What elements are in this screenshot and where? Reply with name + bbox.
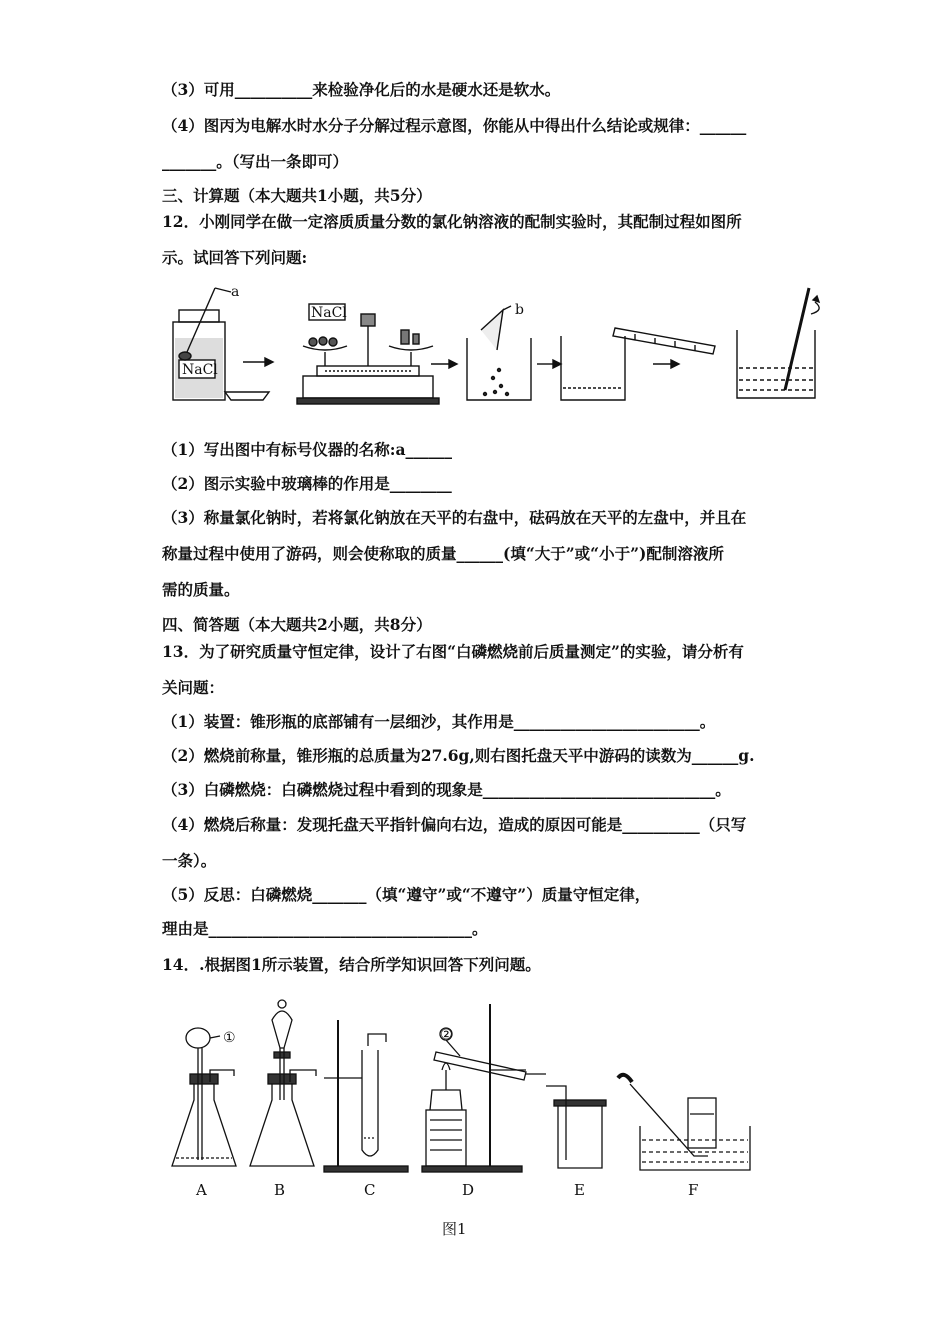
mark-1: ① xyxy=(223,1030,236,1046)
letter-F: F xyxy=(688,1181,699,1199)
label-b: b xyxy=(515,302,524,318)
section-4-heading: 四、简答题（本大题共2小题，共8分） xyxy=(162,615,432,634)
balance xyxy=(297,304,439,404)
letter-C: C xyxy=(364,1181,376,1199)
q11-part3: （3）可用__________来检验净化后的水是硬水还是软水。 xyxy=(162,80,561,99)
mark-2: ② xyxy=(440,1027,453,1043)
apparatus-A xyxy=(172,1028,236,1166)
q12-part2: （2）图示实验中玻璃棒的作用是________ xyxy=(162,474,452,493)
apparatus-E xyxy=(546,1086,606,1168)
q13-part2: （2）燃烧前称量，锥形瓶的总质量为27.6g,则右图托盘天平中游码的读数为______g. xyxy=(162,746,755,765)
label-a: a xyxy=(231,284,240,300)
letter-B: B xyxy=(274,1181,286,1199)
q13-part3: （3）白磷燃烧：白磷燃烧过程中看到的现象是______________________________。 xyxy=(162,780,731,799)
dish-label: NaCl xyxy=(311,305,347,321)
q12-solution-preparation-figure xyxy=(165,280,825,410)
q13-part5-line2: 理由是__________________________________。 xyxy=(162,919,488,938)
apparatus-C xyxy=(324,1020,408,1172)
q12-part3-line3: 需的质量。 xyxy=(162,580,240,599)
q13-part1: （1）装置：锥形瓶的底部铺有一层细沙，其作用是________________________。 xyxy=(162,712,716,731)
jar-label: NaCl xyxy=(182,362,218,378)
letter-E: E xyxy=(574,1181,585,1199)
q12-part1: （1）写出图中有标号仪器的名称:a______ xyxy=(162,440,453,459)
q14-apparatus-figure xyxy=(160,990,760,1245)
letter-D: D xyxy=(462,1181,475,1199)
arrow-1 xyxy=(243,358,273,366)
q14-stem: 14．.根据图1所示装置，结合所学知识回答下列问题。 xyxy=(162,955,541,974)
q12-stem-line2: 示。试回答下列问题: xyxy=(162,248,308,267)
figure-caption: 图1 xyxy=(442,1220,467,1238)
beaker-with-glass-rod xyxy=(737,288,819,398)
apparatus-F xyxy=(618,1075,750,1170)
arrow-4 xyxy=(653,360,679,368)
q13-part4-line2: 一条）。 xyxy=(162,851,217,870)
q12-part3-line1: （3）称量氯化钠时，若将氯化钠放在天平的右盘中，砝码放在天平的左盘中，并且在 xyxy=(162,508,747,527)
arrow-3 xyxy=(537,360,561,368)
q12-part3-line2: 称量过程中使用了游码，则会使称取的质量______(填“大于”或“小于”)配制溶液所 xyxy=(162,544,724,563)
apparatus-B xyxy=(250,1000,316,1166)
q12-stem-line1: 12．小刚同学在做一定溶质质量分数的氯化钠溶液的配制实验时，其配制过程如图所 xyxy=(162,212,742,231)
q13-part5-line1: （5）反思：白磷燃烧_______（填“遵守”或“不遵守”）质量守恒定律， xyxy=(162,885,651,904)
q13-part4-line1: （4）燃烧后称量：发现托盘天平指针偏向右边，造成的原因可能是__________（只写 xyxy=(162,815,747,834)
watch-glass xyxy=(225,392,269,400)
arrow-2 xyxy=(431,360,457,368)
q11-part4-line1: （4）图丙为电解水时水分子分解过程示意图，你能从中得出什么结论或规律：______ xyxy=(162,116,747,135)
q13-stem-line2: 关问题： xyxy=(162,678,225,697)
beaker-with-measuring-cylinder xyxy=(561,328,715,400)
section-3-heading: 三、计算题（本大题共1小题，共5分） xyxy=(162,186,432,205)
q11-part4-line2: _______。（写出一条即可） xyxy=(162,152,349,171)
letter-A: A xyxy=(196,1181,207,1199)
q13-stem-line1: 13．为了研究质量守恒定律，设计了右图“白磷燃烧前后质量测定”的实验，请分析有 xyxy=(162,642,744,661)
beaker-with-funnel xyxy=(467,306,531,400)
